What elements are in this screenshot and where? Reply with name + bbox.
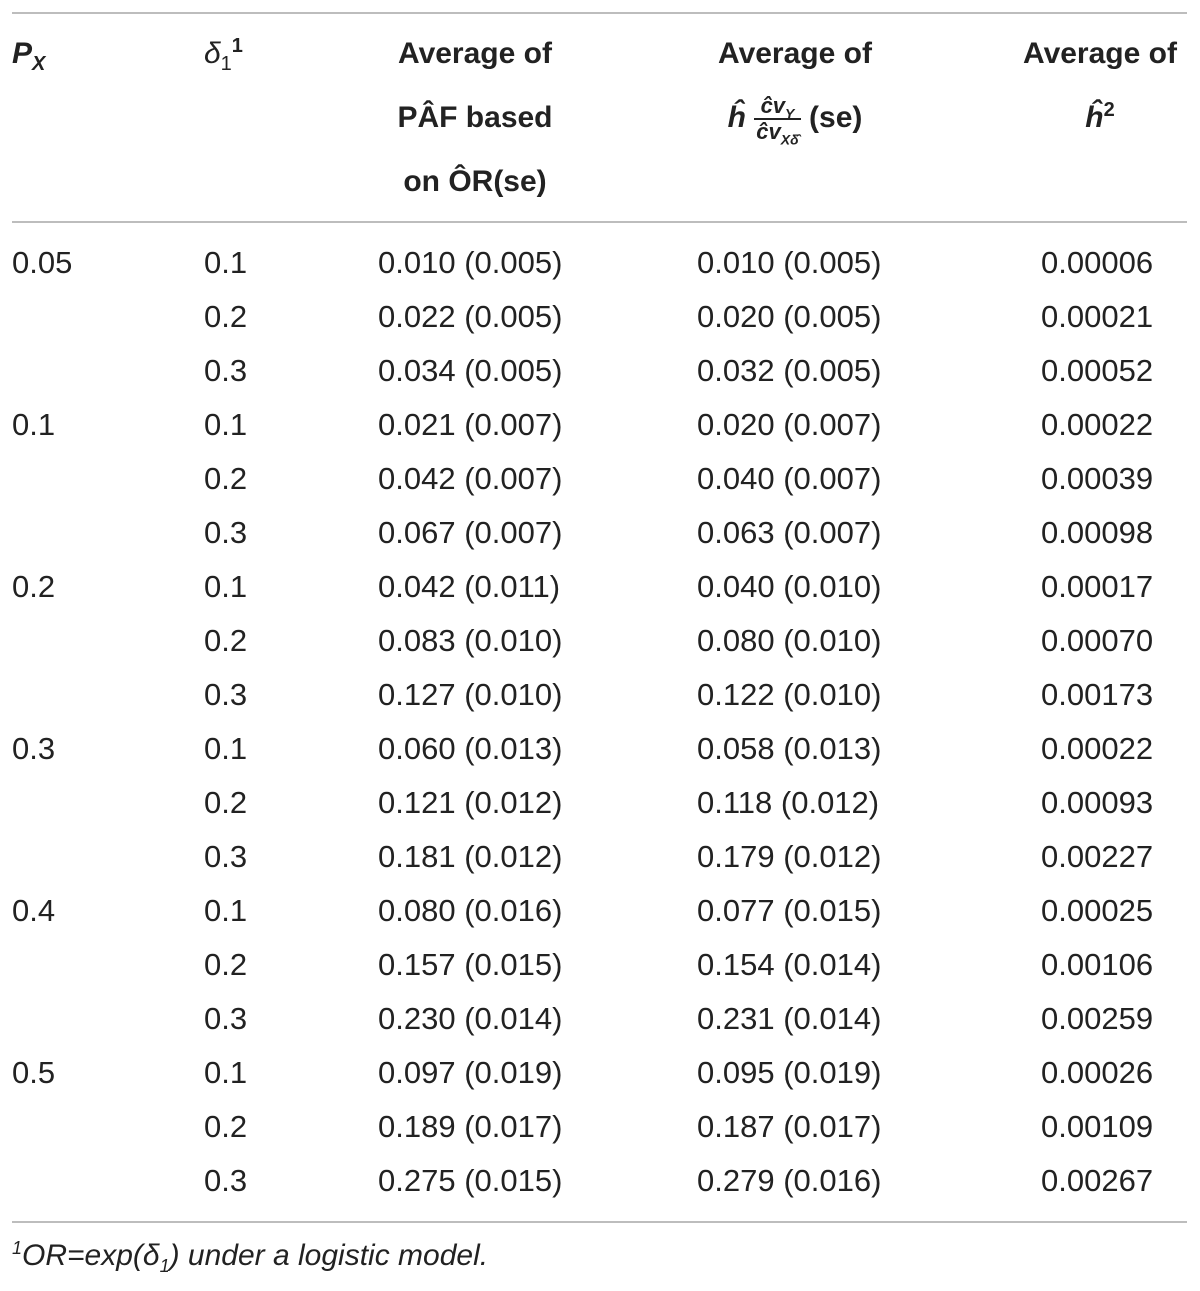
header-h-numerator [754, 94, 800, 120]
cell-h2: 0.00017 [1041, 569, 1154, 604]
cell-paf: 0.022 (0.005) [378, 299, 563, 334]
cell-paf: 0.230 (0.014) [378, 1001, 563, 1036]
header-h-formula [680, 93, 910, 148]
cell-h2: 0.00106 [1041, 947, 1154, 982]
cell-paf: 0.080 (0.016) [378, 893, 563, 928]
cell-delta: 0.2 [204, 947, 248, 982]
cell-h: 0.058 (0.013) [697, 731, 882, 766]
header-h-fraction [754, 93, 800, 148]
cell-delta: 0.2 [204, 299, 248, 334]
cell-h: 0.040 (0.010) [697, 569, 882, 604]
cell-delta: 0.1 [204, 407, 248, 442]
cell-h2: 0.00227 [1041, 839, 1154, 874]
cell-paf: 0.010 (0.005) [378, 245, 563, 280]
cell-h: 0.063 (0.007) [697, 515, 882, 550]
table-row [0, 992, 1200, 1046]
table-row [0, 506, 1200, 560]
footnote-marker: 1 [12, 1238, 23, 1258]
cell-delta: 0.3 [204, 839, 248, 874]
header-h2 [1005, 22, 1195, 150]
cell-h: 0.095 (0.019) [697, 1055, 882, 1090]
cell-h2: 0.00025 [1041, 893, 1154, 928]
cell-h2: 0.00039 [1041, 461, 1154, 496]
cell-paf: 0.042 (0.011) [378, 569, 561, 604]
cell-delta: 0.3 [204, 677, 248, 712]
header-delta [204, 22, 243, 86]
cell-paf: 0.097 (0.019) [378, 1055, 563, 1090]
cell-h: 0.187 (0.017) [697, 1109, 882, 1144]
cell-h: 0.279 (0.016) [697, 1163, 882, 1198]
table-row [0, 290, 1200, 344]
cell-h: 0.122 (0.010) [697, 677, 882, 712]
table-row [0, 884, 1200, 938]
cell-h: 0.179 (0.012) [697, 839, 882, 874]
cell-h: 0.080 (0.010) [697, 623, 882, 658]
header-h2-line1: Average of [1023, 37, 1177, 70]
table-bottom-rule [12, 1221, 1187, 1223]
cell-h2: 0.00267 [1041, 1163, 1154, 1198]
table-top-rule [12, 12, 1187, 14]
cell-delta: 0.2 [204, 461, 248, 496]
footnote-sub: 1 [159, 1256, 170, 1276]
cell-paf: 0.157 (0.015) [378, 947, 563, 982]
cell-h2: 0.00098 [1041, 515, 1154, 550]
cell-h2: 0.00022 [1041, 407, 1154, 442]
header-delta-sup: 1 [231, 35, 243, 57]
cell-delta: 0.3 [204, 353, 248, 388]
table-row [0, 830, 1200, 884]
cell-h2: 0.00006 [1041, 245, 1154, 280]
table-row [0, 1154, 1200, 1208]
cell-delta: 0.3 [204, 515, 248, 550]
header-h2-hat: ĥ [1085, 101, 1104, 134]
cell-paf: 0.042 (0.007) [378, 461, 563, 496]
cell-h: 0.032 (0.005) [697, 353, 882, 388]
table-row [0, 938, 1200, 992]
header-delta-sub: 1 [220, 53, 232, 75]
cell-px: 0.05 [12, 245, 73, 280]
cell-px: 0.5 [12, 1055, 56, 1090]
header-h-den-sub: Xδ̂ [780, 131, 799, 148]
header-h2-sup: 2 [1103, 99, 1115, 121]
cell-delta: 0.1 [204, 245, 248, 280]
cell-h: 0.040 (0.007) [697, 461, 882, 496]
cell-paf: 0.060 (0.013) [378, 731, 563, 766]
cell-h2: 0.00173 [1041, 677, 1154, 712]
cell-paf: 0.021 (0.007) [378, 407, 563, 442]
table-row [0, 560, 1200, 614]
header-h-line1: Average of [718, 37, 872, 70]
cell-px: 0.1 [12, 407, 56, 442]
footnote-text-before: OR=exp(δ [22, 1239, 160, 1272]
cell-h2: 0.00109 [1041, 1109, 1154, 1144]
cell-h: 0.020 (0.007) [697, 407, 882, 442]
cell-h: 0.231 (0.014) [697, 1001, 882, 1036]
cell-h: 0.020 (0.005) [697, 299, 882, 334]
header-paf [360, 22, 590, 214]
table-row [0, 722, 1200, 776]
header-px [12, 22, 45, 86]
cell-delta: 0.1 [204, 569, 248, 604]
header-paf-line1: Average of [398, 37, 552, 70]
table-header-rule [12, 221, 1187, 223]
cell-px: 0.3 [12, 731, 56, 766]
table-row [0, 344, 1200, 398]
table-row [0, 668, 1200, 722]
table-footnote [12, 1236, 488, 1276]
cell-h2: 0.00070 [1041, 623, 1154, 658]
table-row [0, 236, 1200, 290]
cell-delta: 0.1 [204, 731, 248, 766]
header-h2-formula [1005, 86, 1195, 150]
cell-paf: 0.034 (0.005) [378, 353, 563, 388]
cell-px: 0.2 [12, 569, 56, 604]
cell-h: 0.118 (0.012) [697, 785, 880, 820]
cell-delta: 0.3 [204, 1163, 248, 1198]
header-paf-line2: PÂF based [397, 101, 553, 134]
cell-paf: 0.181 (0.012) [378, 839, 563, 874]
header-h-denominator [754, 119, 800, 148]
table-row [0, 398, 1200, 452]
cell-delta: 0.1 [204, 1055, 248, 1090]
cell-paf: 0.189 (0.017) [378, 1109, 563, 1144]
table-row [0, 452, 1200, 506]
header-px-sub: X [32, 53, 46, 75]
cell-delta: 0.3 [204, 1001, 248, 1036]
cell-delta: 0.2 [204, 623, 248, 658]
header-paf-line3: on ÔR(se) [403, 165, 547, 198]
table-row [0, 614, 1200, 668]
header-h-num-sub: Y [785, 105, 795, 122]
header-h-se: (se) [809, 100, 863, 134]
cell-paf: 0.083 (0.010) [378, 623, 563, 658]
header-delta-label: δ [204, 37, 221, 70]
cell-h2: 0.00259 [1041, 1001, 1154, 1036]
table-row [0, 776, 1200, 830]
header-h-num-text: ĉv [760, 93, 786, 118]
cell-h2: 0.00021 [1041, 299, 1154, 334]
cell-h2: 0.00052 [1041, 353, 1154, 388]
cell-h: 0.010 (0.005) [697, 245, 882, 280]
cell-h2: 0.00026 [1041, 1055, 1154, 1090]
cell-h: 0.154 (0.014) [697, 947, 882, 982]
cell-px: 0.4 [12, 893, 56, 928]
cell-h2: 0.00022 [1041, 731, 1154, 766]
cell-paf: 0.127 (0.010) [378, 677, 563, 712]
cell-paf: 0.121 (0.012) [378, 785, 563, 820]
cell-h: 0.077 (0.015) [697, 893, 882, 928]
cell-delta: 0.2 [204, 1109, 248, 1144]
cell-delta: 0.1 [204, 893, 248, 928]
table-row [0, 1100, 1200, 1154]
cell-paf: 0.275 (0.015) [378, 1163, 563, 1198]
header-px-label: P [12, 37, 33, 70]
header-h [680, 22, 910, 148]
header-h-hat: ĥ [727, 100, 746, 134]
header-h-den-text: ĉv [756, 119, 781, 144]
cell-paf: 0.067 (0.007) [378, 515, 563, 550]
footnote-text-after: ) under a logistic model. [169, 1239, 489, 1272]
table-row [0, 1046, 1200, 1100]
cell-h2: 0.00093 [1041, 785, 1154, 820]
cell-delta: 0.2 [204, 785, 248, 820]
